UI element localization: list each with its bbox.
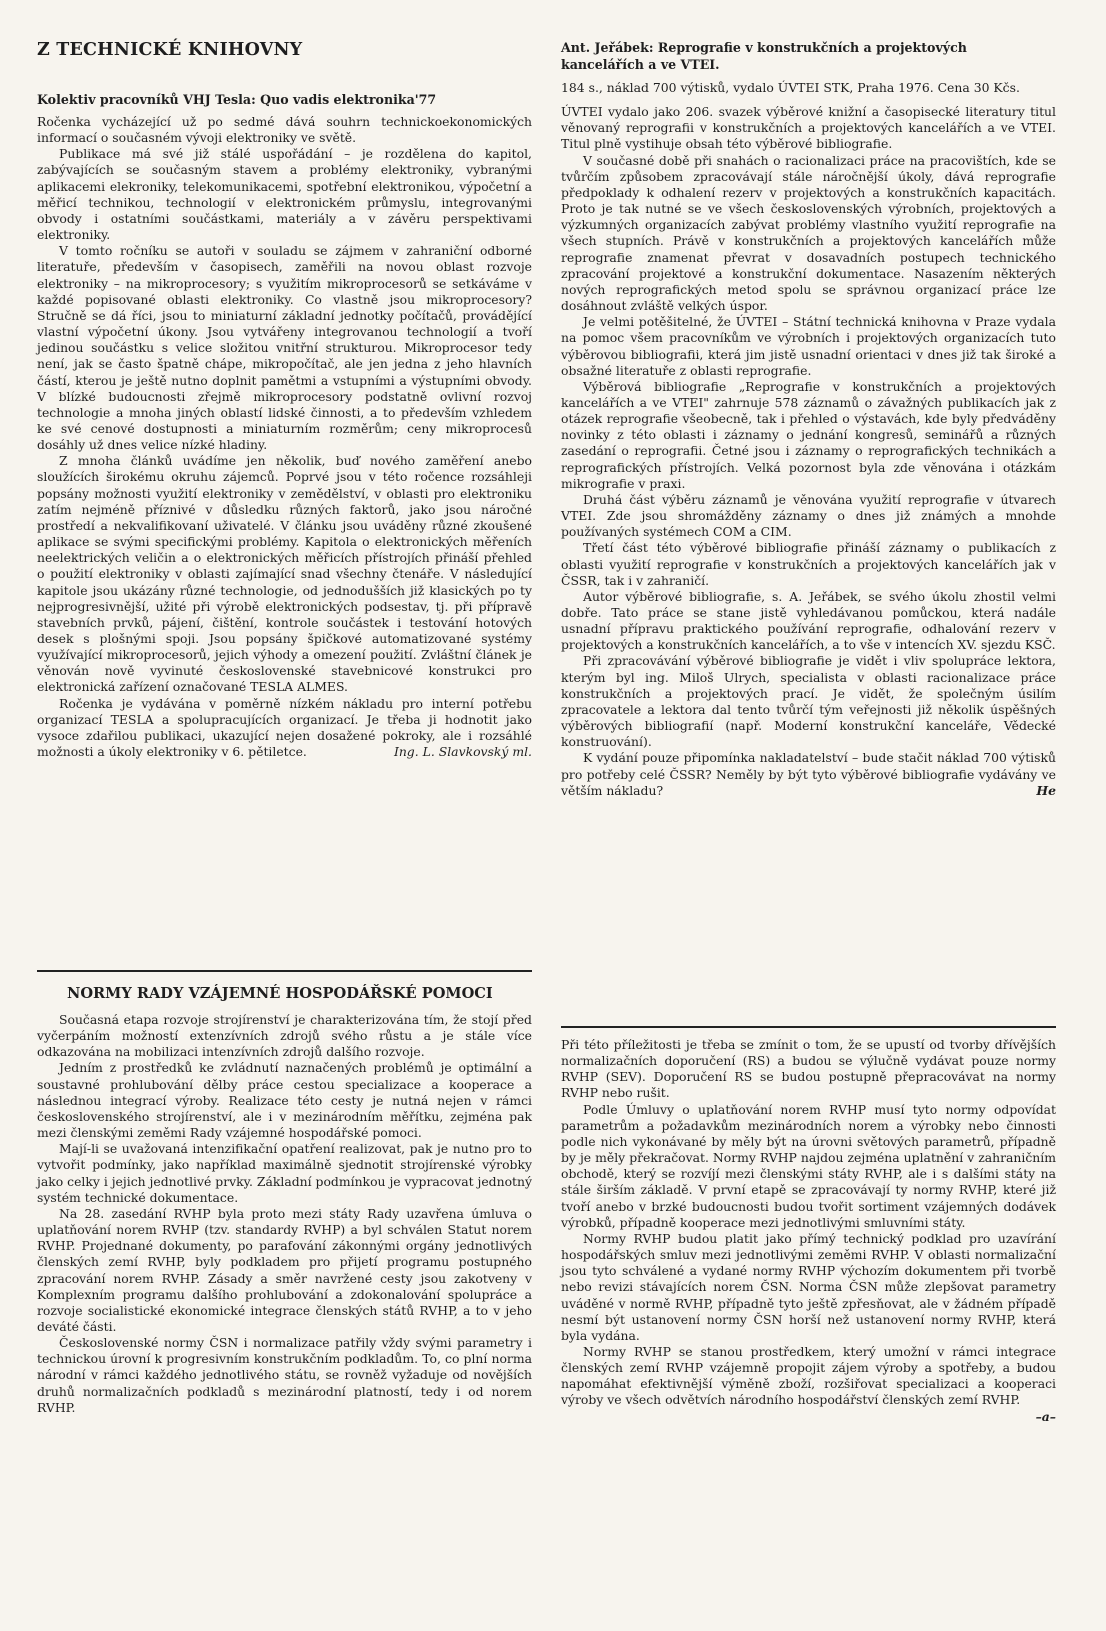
article2-paragraph: Je velmi potěšitelné, že ÚVTEI – Státní technická knihovna v Praze vydala na pomoc všem pracovníkům ve výrobních i projektových organizacích tuto výběrovou bibliografii, která jim jistě usnadní orientaci v dnes již tak široké a obsažné literatuře z oblasti reprografie. (561, 314, 1056, 378)
article1-paragraph: Ročenka vycházející už po sedmé dává souhrn technickoekonomických informací o současném vývoji elektroniky ve světě. (37, 114, 532, 146)
article1-paragraph (37, 696, 532, 761)
article2-paragraph: ÚVTEI vydalo jako 206. svazek výběrové knižní a časopisecké literatury titul věnovaný reprografii v konstrukčních a projektových kancelářích a ve VTEI. Titul plně vystihuje obsah této výběrové bibliografie. (561, 104, 1056, 152)
article2-paragraph (561, 750, 1056, 798)
article2-paragraph: Druhá část výběru záznamů je věnována využití reprografie v útvarech VTEI. Zde jsou shromážděny záznamy o dnes již známých a mnohde používaných systémech COM a CIM. (561, 491, 1056, 540)
article3-paragraph: Jedním z prostředků ke zvládnutí naznačených problémů je optimální a soustavné prohlubování dělby práce cestou specializace a kooperace a následnou integrací výroby. Realizace této cesty je nutná nejen v rámci československého strojírenství, ale i v mezinárodním měřítku, zejména pak mezi členskými zeměmi Rady vzájemné hospodářské pomoci. (37, 1060, 532, 1141)
article3-signature: –a– (1035, 1408, 1056, 1424)
article2-body (561, 80, 1056, 799)
article3-paragraph: Podle Úmluvy o uplatňování norem RVHP musí tyto normy odpovídat parametrům a požadavkům mezinárodních norem a výrobky nebo činnosti podle nich vykonávané by měly být na úrovni světových parametrů, případně by je měly překračovat. Normy RVHP najdou zejména uplatnění v zahraničním obchodě, který se rozvíjí mezi členskými státy RVHP, ale i s dalšími státy na stále širším základě. V první etapě se zpracovávají ty normy RVHP, které již tvoří anebo v brzké budoucnosti budou tvořit sortiment vzájemných dodávek výrobků, případně kooperace mezi jednotlivými smluvními státy. (561, 1101, 1056, 1230)
article3-paragraph: Československé normy ČSN i normalizace patřily vždy svými parametry i technickou úrovní k progresivním konstrukčním podkladům. To, co plní norma národní v rámci každého jednotlivého státu, se rovněž vyžaduje od novějších druhů normalizačních podkladů s mezinárodní platností, tedy i od norem RVHP. (37, 1335, 532, 1415)
article3-paragraph: Mají-li se uvažovaná intenzifikační opatření realizovat, pak je nutno pro to vytvořit podmínky, jako například maximálně sjednotit strojírenské výrobky jako celky i jejich jednotlivé prvky. Základní podmínkou je vypracovat jednotný systém technické dokumentace. (37, 1141, 533, 1205)
article3-paragraph (561, 1343, 1056, 1424)
article3-paragraph: Normy RVHP budou platit jako přímý technický podklad pro uzavírání hospodářských smluv mezi jednotlivými zeměmi RVHP. V oblasti normalizační jsou tyto schválené a vydané normy RVHP výchozím dokumentem při tvorbě nebo revizi stávajících norem ČSN. Norma ČSN může zlepšovat parametry uváděné v normě RVHP, případně tyto ještě zpřesňovat, ale v žádném případě nesmí být ustanovení normy ČSN horší než ustanovení normy RVHP, která byla vydána. (561, 1230, 1056, 1343)
article3-paragraph: Současná etapa rozvoje strojírenství je charakterizována tím, že stojí před vyčerpáním možností extenzívních zdrojů svého růstu a je stále více odkazována na mobilizaci intenzívních zdrojů dalšího rozvoje. (37, 1012, 532, 1060)
article2-paragraph: Při zpracovávání výběrové bibliografie je vidět i vliv spolupráce lektora, kterým byl ing. Miloš Ulrych, specialista v oblasti racionalizace práce konstrukčních a projektových prací. Je vidět, že společným úsilím zpracovatele a lektora dal tento tvůrčí tým veřejnosti již několik úspěšných výběrových bibliografií (např. Moderní konstrukční kanceláře, Vědecké konstruování). (561, 653, 1056, 750)
article2-signature: He (1036, 782, 1056, 798)
article2-info: 184 s., náklad 700 výtisků, vydalo ÚVTEI STK, Praha 1976. Cena 30 Kčs. (561, 80, 1020, 95)
article2-heading-line2: kancelářích a ve VTEI. (561, 57, 720, 72)
article2-paragraph: V současné době při snahách o racionalizaci práce na pracovištích, kde se tvůrčím způsobem zpracovávají stále náročnější úkoly, dává reprografie předpoklady k odhalení rezerv v projektových a konstrukčních kapacitách. Proto je tak nutné se ve všech československých výrobních, projektových a výzkumných organizacích zabývat problémy vlastního využití reprografie na všech stupních. Právě v konstrukčních a projektových kancelářích může reprografie znamenat převrat v dosavadních postupech technického zpracování projektové a konstrukční dokumentace. Nasazením některých nových reprografických metod spolu se správnou organizací práce lze dosáhnout zvláště velkých úspor. (561, 152, 1056, 314)
article3-heading: NORMY RADY VZÁJEMNÉ HOSPODÁŘSKÉ POMOCI (67, 985, 493, 1002)
section-title: Z TECHNICKÉ KNIHOVNY (37, 40, 303, 60)
article1-paragraph: V tomto ročníku se autoři v souladu se zájmem v zahraniční odborné literatuře, především v časopisech, zaměřili na novou oblast rozvoje elektroniky – na mikroprocesory; s využitím mikroprocesorů se setkáváme v každé popisované oblasti elektroniky. Co vlastně jsou mikroprocesory? Stručně se dá říci, jsou to miniaturní základní jednotky počítačů, provádějící vlastní výpočetní úkony. Jsou vytvářeny integrovanou technologií a tvoří jedinou součástku s velice složitou vnitřní strukturou. Mikroprocesor tedy není, jak se často špatně chápe, mikropočítač, ale jen jedna z jeho hlavních částí, kterou je ještě nutno doplnit pamětmi a vstupními a výstupními obvody. V blízké budoucnosti zřejmě mikroprocesory podstatně ovlivní rozvoj technologie a mnoha jiných oblastí lidské činnosti, a to především vzhledem ke své cenové dostupnosti a miniaturním rozměrům; ceny mikroprocesů dosáhly už dnes velice nízké hladiny. (37, 243, 532, 453)
article3-body-right (561, 1037, 1056, 1425)
article2-paragraph: Výběrová bibliografie „Reprografie v konstrukčních a projektových kancelářích a ve VTEI" zahrnuje 578 záznamů o závažných publikacích jak z otázek reprografie všeobecně, tak i přehled o výstavách, kde byly předváděny novinky z této oblasti i záznamy o jednání kongresů, seminářů a různých zasedání o reprografii. Četné jsou i záznamy o reprografických technikách a reprografických přístrojích. Velká pozornost byla zde věnována i otázkám mikrografie v praxi. (561, 378, 1056, 491)
article1-signature: Ing. L. Slavkovský ml. (393, 744, 532, 760)
article2-paragraph: Autor výběrové bibliografie, s. A. Jeřábek, se svého úkolu zhostil velmi dobře. Tato práce se stane jistě vyhledávanou pomůckou, která nadále usnadní přípravu praktického používání reprografie, odhalování rezerv v projektových a konstrukčních kancelářích, a to vše v intencích XV. sjezdu KSČ. (561, 588, 1056, 653)
section-divider-right (561, 1026, 1056, 1028)
article3-body-left (37, 1012, 532, 1416)
article3-last-paragraph-text: Normy RVHP se stanou prostředkem, který umožní v rámci integrace členských zemí RVHP vzájemně propojit zájem výroby a spotřeby, a budou napomáhat efektivnější výměně zboží, rozšiřovat specializaci a kooperaci výroby ve všech odvětvích národního hospodářství členských zemí RVHP. (561, 1343, 1056, 1408)
article1-paragraph: Z mnoha článků uvádíme jen několik, buď nového zaměření anebo sloužících širokému okruhu zájemců. Poprvé jsou v této ročence rozsáhleji popsány možnosti využití elektroniky v zemědělství, v oblasti pro elektroniku zatím nejméně příznivé v důsledku různých faktorů, jako jsou náročné prostředí a nekvalifikovaní uživatelé. V článku jsou uváděny různé zkoušené aplikace se svými specifickými problémy. Kapitola o elektronických měřeních neelektrických veličin a o elektronických měřicích přístrojích přináší přehled o použití elektroniky v oblasti zajímající snad všechny čtenáře. V následující kapitole jsou ukázány různé technologie, od jednodušších již klasických po ty nejprogresivnější, užité při výrobě elektronických podsestav, tj. při přípravě stavebních prvků, pájení, čištění, kontrole součástek i testování hotových desek s plošnými spoji. Jsou popsány špičkové automatizované systémy využívající mikroprocesorů, jejich výhody a omezení použití. Zvláštní článek je věnován nově vyvinuté československé stavebnicové konstrukci pro elektronická zařízení označované TESLA ALMES. (37, 453, 532, 695)
article2-paragraph: Třetí část této výběrové bibliografie přináší záznamy o publikacích z oblasti využití reprografie v konstrukčních a projektových kancelářích jak v ČSSR, tak i v zahraničí. (561, 540, 1056, 588)
article2-last-paragraph-text: K vydání pouze připomínka nakladatelství – bude stačit náklad 700 výtisků pro potřeby celé ČSSR? Neměly by být tyto výběrové bibliografie vydávány ve větším nákladu? (561, 750, 1056, 798)
article1-paragraph: Publikace má své již stálé uspořádání – je rozdělena do kapitol, zabývajících se současným stavem a problémy elektroniky, vybranými aplikacemi elekroniky, telekomunikacemi, spotřební elektronikou, výpočetní a měřicí technikou, technologií v elektronickém průmyslu, integrovanými obvody i ostatními součástkami, materiály a v závěru perspektivami elektroniky. (37, 146, 532, 243)
article1-body (37, 114, 532, 760)
article1-heading: Kolektiv pracovníků VHJ Tesla: Quo vadis elektronika'77 (37, 92, 437, 107)
article3-paragraph: Při této příležitosti je třeba se zmínit o tom, že se upustí od tvorby dřívějších normalizačních doporučení (RS) a budou se výlučně vydávat pouze normy RVHP (SEV). Doporučení RS se budou postupně přepracovávat na normy RVHP nebo rušit. (561, 1037, 1056, 1101)
article3-paragraph: Na 28. zasedání RVHP byla proto mezi státy Rady uzavřena úmluva o uplatňování norem RVHP (tzv. standardy RVHP) a byl schválen Statut norem RVHP. Projednané dokumenty, po parafování zákonnými orgány jednotlivých členských zemí RVHP, byly podkladem pro přijetí programu postupného zpracování norem RVHP. Zásady a směr navržené cesty jsou zakotveny v Komplexním programu dalšího prohlubování a zdokonalování spolupráce a rozvoje socialistické ekonomické integrace členských států RVHP, a to v jeho deváté části. (37, 1205, 532, 1334)
article1-last-paragraph-text: Ročenka je vydávána v poměrně nízkém nákladu pro interní potřebu organizací TESLA a spolupracujících organizací. Je třeba ji hodnotit jako vysoce zdařilou publikaci, ukazující nejen dosažené pokroky, ale i rozsáhlé možnosti a úkoly elektroniky v 6. pětiletce. (37, 695, 532, 760)
article2-heading-line1: Ant. Jeřábek: Reprografie v konstrukčních a projektových (561, 40, 967, 55)
section-divider-left (37, 970, 532, 972)
